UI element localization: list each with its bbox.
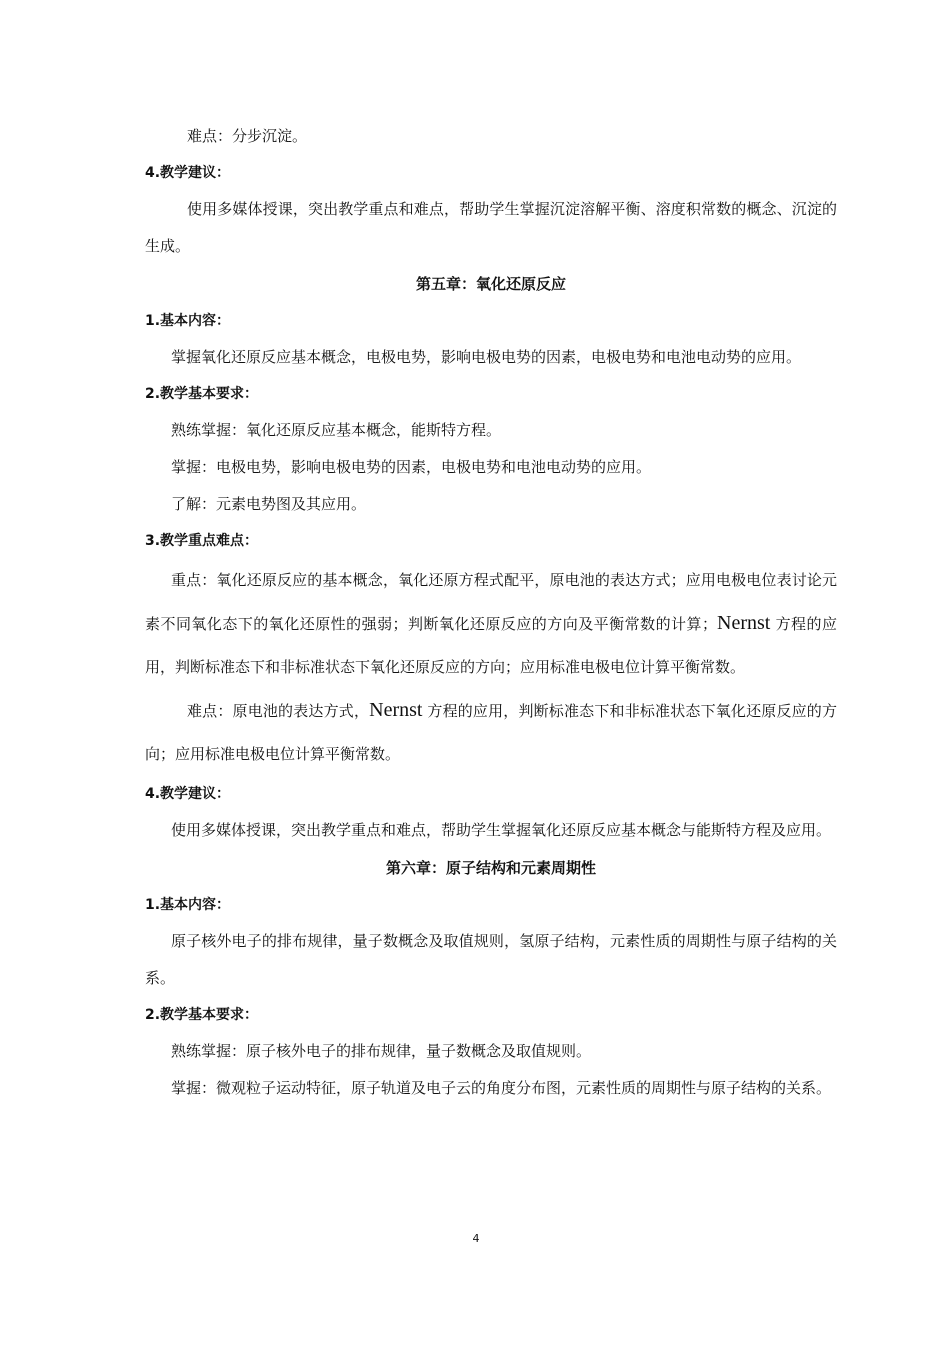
teaching-advice-paragraph: 使用多媒体授课，突出教学重点和难点，帮助学生掌握沉淀溶解平衡、溶度积常数的概念、沉淀的生成。 [145,200,837,255]
chapter-6-basic-content: 原子核外电子的排布规律，量子数概念及取值规则，氢原子结构，元素性质的周期性与原子结构的关系。 [145,932,837,987]
difficulty-text-1: 难点：原电池的表达方式， [187,702,370,720]
difficulty-paragraph: 难点：分步沉淀。 [187,127,308,145]
section-heading-teaching-advice: 4.教学建议： [145,165,231,181]
difficulty-nernst: Nernst [369,699,423,721]
difficulty-text-2: 方程的应用，判断标准态下和非标准状态下氧化还原反应的方向；应用标准电极电位计算平衡常数。 [145,702,837,763]
chapter-6-heading-basic-content: 1.基本内容： [145,897,231,913]
page-content [145,118,837,1107]
chapter-5-difficulty [145,689,837,776]
chapter-6-requirement-master: 掌握：微观粒子运动特征，原子轨道及电子云的角度分布图，元素性质的周期性与原子结构的关系。 [171,1079,832,1097]
chapter-5-requirement-skilled: 熟练掌握：氧化还原反应基本概念，能斯特方程。 [171,421,502,439]
chapter-6-title: 第六章：原子结构和元素周期性 [385,859,596,877]
chapter-6-heading-requirements: 2.教学基本要求： [145,1007,259,1023]
chapter-5-heading-requirements: 2.教学基本要求： [145,386,259,402]
chapter-5-requirement-understand: 了解：元素电势图及其应用。 [171,495,367,513]
chapter-5-requirement-master: 掌握：电极电势，影响电极电势的因素，电极电势和电池电动势的应用。 [171,458,652,476]
key-points-text-1: 重点：氧化还原反应的基本概念，氧化还原方程式配平，原电池的表达方式；应用电极电位表讨论元素不同氧化态下的氧化还原性的强弱；判断氧化还原反应的方向及平衡常数的计算； [145,571,837,633]
chapter-5-heading-teaching-advice: 4.教学建议： [145,786,231,802]
chapter-5-heading-key-points: 3.教学重点难点： [145,533,259,549]
key-points-nernst: Nernst [717,612,771,634]
chapter-6-requirement-skilled: 熟练掌握：原子核外电子的排布规律，量子数概念及取值规则。 [171,1042,592,1060]
chapter-5-heading-basic-content: 1.基本内容： [145,313,231,329]
chapter-5-teaching-advice: 使用多媒体授课，突出教学重点和难点，帮助学生掌握氧化还原反应基本概念与能斯特方程及应用。 [171,821,832,839]
chapter-5-basic-content: 掌握氧化还原反应基本概念，电极电势，影响电极电势的因素，电极电势和电池电动势的应用。 [171,348,802,366]
chapter-5-key-points [145,559,837,689]
key-points-text-2: 方程的应用，判断标准态下和非标准状态下氧化还原反应的方向；应用标准电极电位计算平衡常数。 [145,615,837,676]
chapter-5-title: 第五章：氧化还原反应 [415,275,566,293]
page-number: 4 [472,1232,480,1245]
